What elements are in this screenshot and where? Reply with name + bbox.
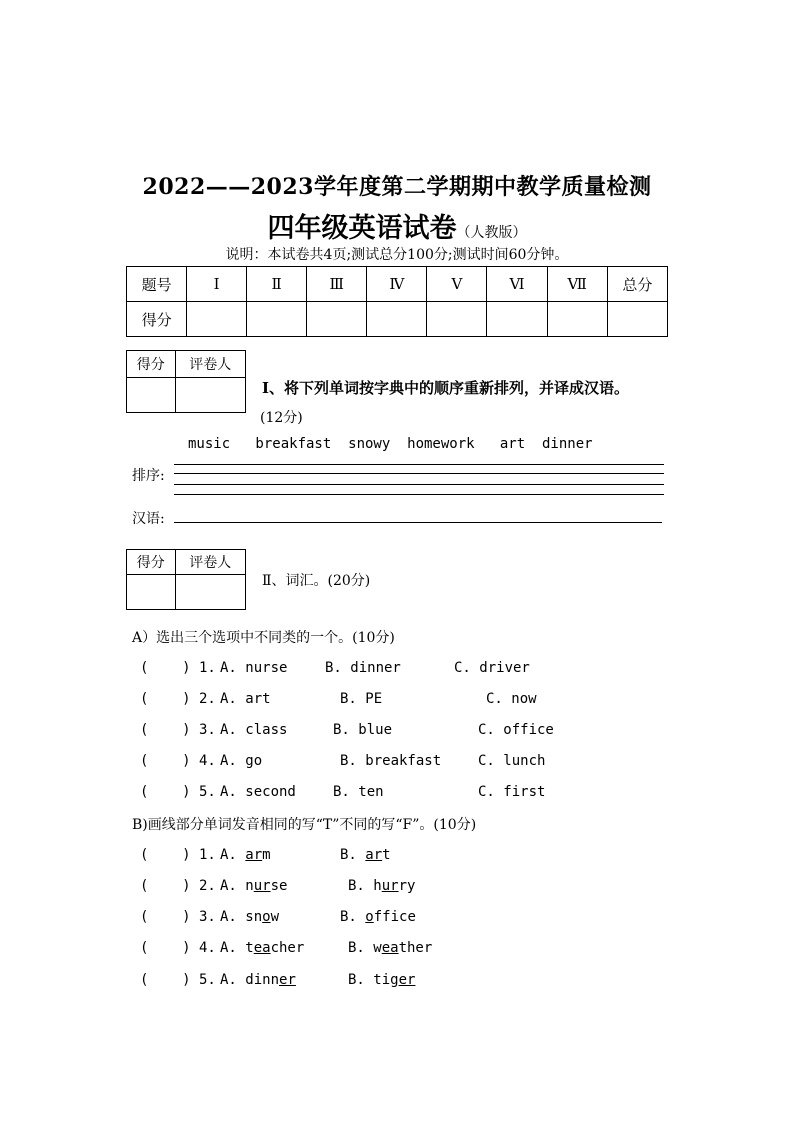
option-b: B. blue — [333, 722, 393, 738]
section1-heading: Ⅰ、将下列单词按字典中的顺序重新排列，并译成汉语。 — [262, 379, 630, 397]
score-blank[interactable] — [307, 302, 367, 337]
exam-note: 说明：本试卷共4页;测试总分100分;测试时间60分钟。 — [225, 247, 569, 263]
score-blank[interactable] — [427, 302, 487, 337]
option-a: A. nurse — [220, 660, 288, 676]
option-text: A. n — [220, 878, 254, 894]
option-a — [220, 878, 287, 894]
option-text: ry — [398, 878, 416, 894]
partA-num: ( ) 1. — [140, 660, 216, 676]
section2-heading: Ⅱ、词汇。(20分) — [262, 573, 371, 589]
answer-line[interactable] — [174, 473, 664, 474]
underlined-part: ur — [381, 878, 399, 894]
score-row-label: 得分 — [127, 302, 187, 337]
exam-title: 2022——2023学年度第二学期期中教学质量检测 — [142, 174, 652, 200]
option-b: B. PE — [340, 691, 383, 707]
partA-num: ( ) 4. — [140, 753, 216, 769]
grader-score-label: 得分 — [127, 351, 176, 378]
option-a — [220, 909, 279, 925]
option-text: B. — [340, 847, 366, 863]
score-blank[interactable] — [487, 302, 547, 337]
sort-label: 排序: — [132, 468, 165, 484]
grader-name-blank[interactable] — [175, 575, 245, 610]
option-text: A. t — [220, 940, 254, 956]
option-a — [220, 847, 271, 863]
underlined-part: er — [398, 972, 416, 988]
option-b: B. breakfast — [340, 753, 442, 769]
score-cell: Ⅲ — [307, 267, 367, 302]
option-text: se — [270, 878, 288, 894]
score-blank[interactable] — [607, 302, 667, 337]
option-a: A. art — [220, 691, 271, 707]
underlined-part: ur — [253, 878, 271, 894]
option-text: A. sn — [220, 909, 263, 925]
partB-num: ( ) 4. — [140, 940, 216, 956]
option-text: ffice — [373, 909, 416, 925]
underlined-part: ar — [365, 847, 383, 863]
section1-points: (12分) — [260, 410, 303, 426]
option-text: A. dinn — [220, 972, 280, 988]
partB-num: ( ) 1. — [140, 847, 216, 863]
score-cell: Ⅶ — [547, 267, 607, 302]
score-blank[interactable] — [547, 302, 607, 337]
score-cell: Ⅳ — [367, 267, 427, 302]
grader-name-blank[interactable] — [175, 378, 245, 413]
option-a — [220, 940, 304, 956]
option-c: C. lunch — [478, 753, 546, 769]
score-blank[interactable] — [187, 302, 247, 337]
grader-name-label: 评卷人 — [175, 550, 245, 575]
underlined-part: er — [279, 972, 296, 988]
option-text: m — [262, 847, 271, 863]
grader-score-blank[interactable] — [127, 378, 176, 413]
option-a: A. go — [220, 753, 263, 769]
partA-num: ( ) 2. — [140, 691, 216, 707]
option-b — [348, 878, 415, 894]
partA-num: ( ) 3. — [140, 722, 216, 738]
subtitle-main: 四年级英语试卷 — [267, 213, 457, 244]
answer-line[interactable] — [174, 522, 662, 523]
option-a: A. class — [220, 722, 288, 738]
score-table — [126, 266, 668, 337]
partB-num: ( ) 2. — [140, 878, 216, 894]
option-b: B. ten — [333, 784, 384, 800]
grader-score-label: 得分 — [127, 550, 176, 575]
score-blank[interactable] — [367, 302, 427, 337]
answer-line[interactable] — [174, 484, 664, 485]
score-cell: Ⅴ — [427, 267, 487, 302]
grader-score-blank[interactable] — [127, 575, 176, 610]
score-blank[interactable] — [247, 302, 307, 337]
option-c: C. first — [478, 784, 546, 800]
score-cell: 题号 — [127, 267, 187, 302]
section1-words: music breakfast snowy homework art dinner — [188, 436, 593, 452]
option-c: C. now — [486, 691, 537, 707]
option-text: A. — [220, 847, 246, 863]
underlined-part: ar — [245, 847, 263, 863]
option-c: C. office — [478, 722, 554, 738]
option-text: B. tig — [348, 972, 399, 988]
option-text: B. — [340, 909, 366, 925]
option-text: ther — [398, 940, 433, 956]
partB-instruction: B)画线部分单词发音相同的写“T”不同的写“F”。(10分) — [132, 817, 477, 833]
option-text: w — [270, 909, 280, 925]
partA-instruction: A）选出三个选项中不同类的一个。(10分) — [132, 630, 395, 646]
score-cell: Ⅱ — [247, 267, 307, 302]
subtitle-edition: （人教版） — [456, 225, 527, 241]
exam-subtitle — [0, 206, 794, 245]
underlined-part: ea — [253, 940, 271, 956]
option-b — [348, 940, 432, 956]
underlined-part: o — [262, 909, 271, 925]
partB-num: ( ) 3. — [140, 909, 216, 925]
option-b: B. dinner — [325, 660, 401, 676]
option-b — [340, 847, 391, 863]
option-b — [340, 909, 416, 925]
option-b — [348, 972, 415, 988]
grader-box-1 — [126, 350, 246, 413]
answer-line[interactable] — [174, 464, 664, 465]
partA-num: ( ) 5. — [140, 784, 216, 800]
option-text: t — [382, 847, 391, 863]
answer-line[interactable] — [174, 494, 664, 495]
score-table-score-row — [127, 302, 668, 337]
underlined-part: ea — [381, 940, 399, 956]
option-text: B. h — [348, 878, 382, 894]
score-cell: Ⅰ — [187, 267, 247, 302]
partB-num: ( ) 5. — [140, 972, 216, 988]
option-text: cher — [270, 940, 305, 956]
score-table-header-row — [127, 267, 668, 302]
underlined-part: o — [365, 909, 374, 925]
option-a — [220, 972, 296, 988]
option-text: B. w — [348, 940, 382, 956]
grader-name-label: 评卷人 — [175, 351, 245, 378]
score-cell: Ⅵ — [487, 267, 547, 302]
score-cell: 总分 — [607, 267, 667, 302]
grader-box-2 — [126, 549, 246, 610]
chinese-label: 汉语: — [132, 511, 165, 527]
option-a: A. second — [220, 784, 296, 800]
option-c: C. driver — [454, 660, 530, 676]
